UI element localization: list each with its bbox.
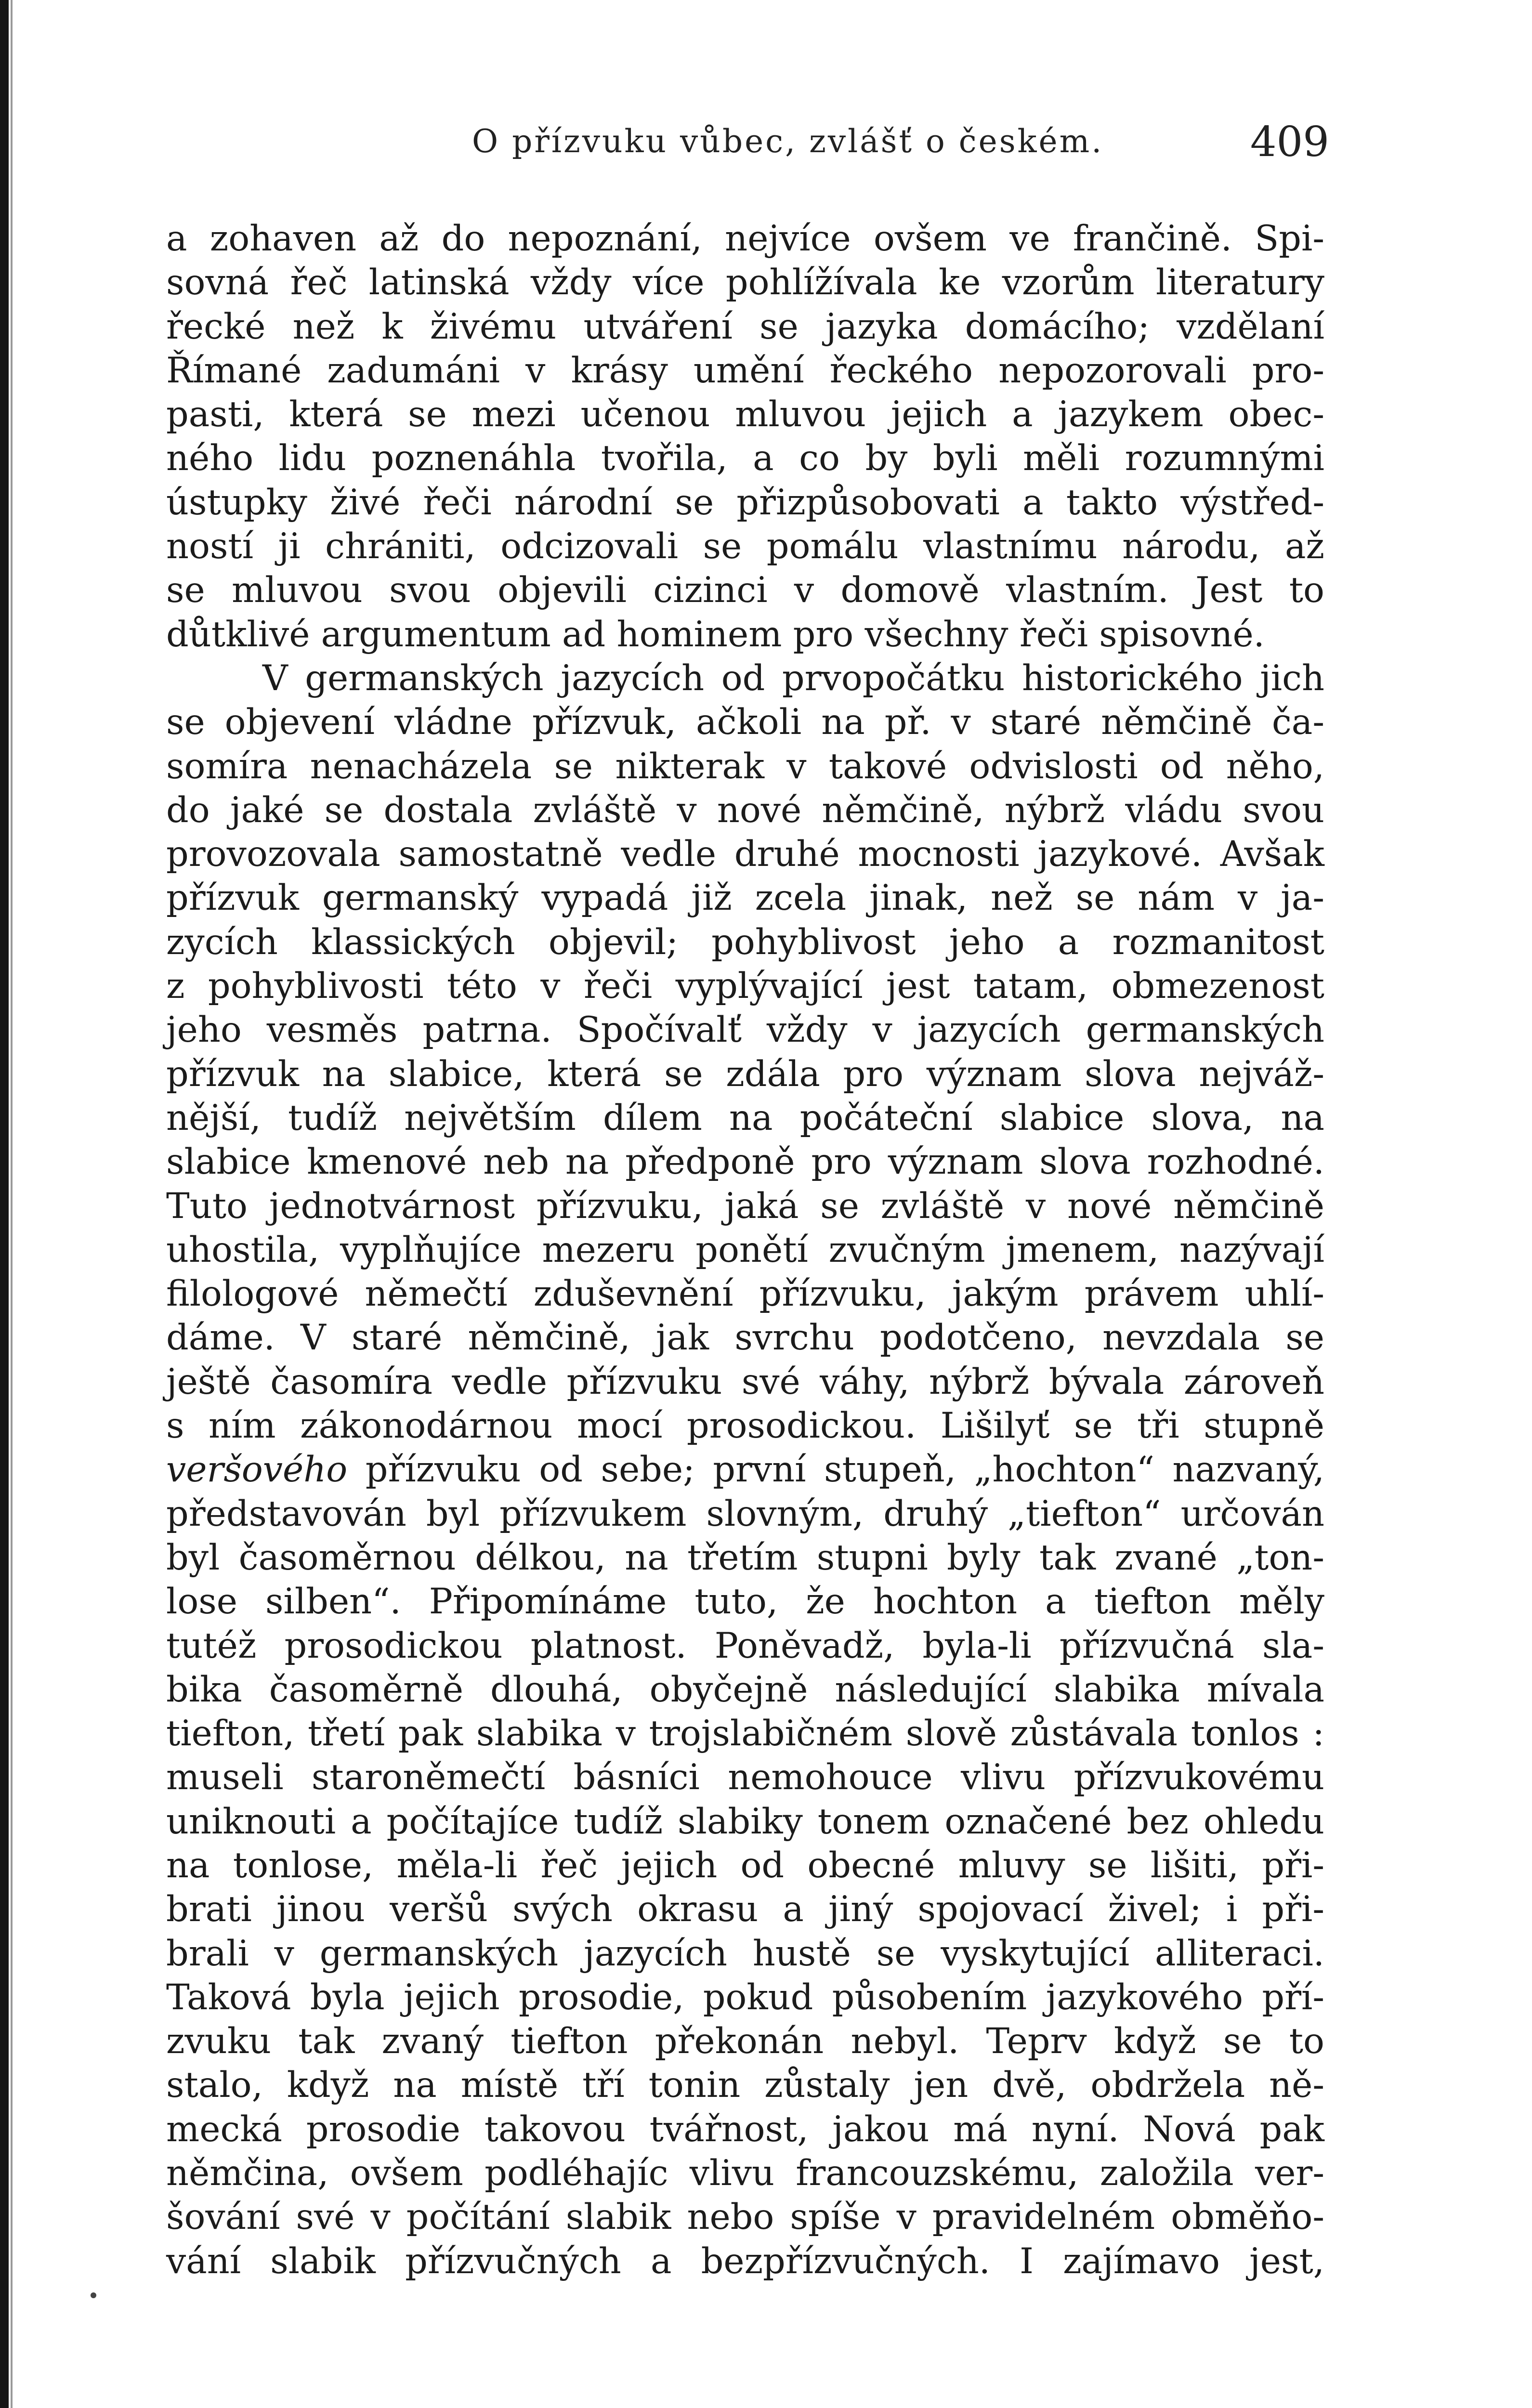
text-line-47: vání slabik přízvučných a bezpřízvučných. I zajímavo jest, — [166, 2240, 1324, 2282]
text-line-22: slabice kmenové neb na předponě pro význam slova rozhodné. — [166, 1141, 1324, 1183]
text-line-4: Římané zadumáni v krásy umění řeckého nepozorovali pro- — [166, 350, 1324, 391]
text-line-27: ještě časomíra vedle přízvuku své váhy, nýbrž bývala zároveň — [166, 1361, 1324, 1402]
text-line-35: tiefton, třetí pak slabika v trojslabičném slově zůstávala tonlos : — [166, 1713, 1324, 1754]
text-line-39: brati jinou veršů svých okrasu a jiný spojovací živel; i při- — [166, 1889, 1324, 1930]
text-line-17: zycích klassických objevil; pohyblivost jeho a rozmanitost — [166, 921, 1324, 963]
text-line-31: byl časoměrnou délkou, na třetím stupni byly tak zvané „ton- — [166, 1537, 1324, 1578]
text-line-26: dáme. V staré němčině, jak svrchu podotčeno, nevzdala se — [166, 1317, 1324, 1359]
text-line-33: tutéž prosodickou platnost. Poněvadž, byla-li přízvučná sla- — [166, 1625, 1324, 1666]
margin-dot — [91, 2292, 96, 2298]
text-line-20: přízvuk na slabice, která se zdála pro význam slova nejváž- — [166, 1053, 1324, 1095]
text-line-29: veršového přízvuku od sebe; první stupeň, „hochton“ nazvaný, — [166, 1449, 1324, 1491]
text-line-7: ústupky živé řeči národní se přizpůsobovati a takto výstřed- — [166, 482, 1324, 523]
text-line-34: bika časoměrně dlouhá, obyčejně následující slabika mívala — [166, 1669, 1324, 1710]
text-line-37: uniknouti a počítajíce tudíž slabiky tonem označené bez ohledu — [166, 1801, 1324, 1842]
page-number: 409 — [1250, 118, 1329, 166]
text-line-42: zvuku tak zvaný tiefton překonán nebyl. Teprv když se to — [166, 2021, 1324, 2062]
text-line-44: mecká prosodie takovou tvářnost, jakou má nyní. Nová pak — [166, 2108, 1324, 2150]
text-line-36: museli staroněmečtí básníci nemohouce vlivu přízvukovému — [166, 1757, 1324, 1798]
text-line-46: šování své v počítání slabik nebo spíše v pravidelném obměňo- — [166, 2197, 1324, 2238]
page-header — [164, 104, 1329, 190]
text-line-12: se objevení vládne přízvuk, ačkoli na př. v staré němčině ča- — [166, 702, 1324, 743]
text-line-38: na tonlose, měla-li řeč jejich od obecné mluvy se lišiti, při- — [166, 1845, 1324, 1886]
text-line-23: Tuto jednotvárnost přízvuku, jaká se zvláště v nové němčině — [166, 1185, 1324, 1227]
text-line-13: somíra nenacházela se nikterak v takové odvislosti od něho, — [166, 746, 1324, 787]
text-line-18: z pohyblivosti této v řeči vyplývající jest tatam, obmezenost — [166, 966, 1324, 1007]
text-line-16: přízvuk germanský vypadá již zcela jinak, než se nám v ja- — [166, 877, 1324, 919]
body-text — [166, 217, 1324, 2283]
running-title: O přízvuku vůbec, zvlášť o českém. — [472, 123, 1104, 160]
text-line-1: a zohaven až do nepoznání, nejvíce ovšem ve frančině. Spi- — [166, 218, 1324, 259]
text-line-40: brali v germanských jazycích hustě se vyskytující alliteraci. — [166, 1933, 1324, 1974]
text-line-25: filologové němečtí zduševnění přízvuku, jakým právem uhlí- — [166, 1273, 1324, 1315]
text-line-8: ností ji chrániti, odcizovali se pomálu vlastnímu národu, až — [166, 526, 1324, 567]
text-line-6: ného lidu poznenáhla tvořila, a co by byli měli rozumnými — [166, 438, 1324, 479]
text-line-32: lose silben“. Připomínáme tuto, že hochton a tiefton měly — [166, 1581, 1324, 1623]
text-line-2: sovná řeč latinská vždy více pohlížívala ke vzorům literatury — [166, 262, 1324, 303]
text-line-9: se mluvou svou objevili cizinci v domově vlastním. Jest to — [166, 570, 1324, 611]
text-line-11: V germanských jazycích od prvopočátku historického jich — [262, 657, 1324, 699]
text-line-28: s ním zákonodárnou mocí prosodickou. Lišilyť se tři stupně — [166, 1405, 1324, 1447]
text-line-3: řecké než k živému utváření se jazyka domácího; vzdělaní — [166, 306, 1324, 347]
text-line-19: jeho vesměs patrna. Spočívalť vždy v jazycích germanských — [166, 1009, 1324, 1051]
text-line-10: důtklivé argumentum ad hominem pro všechny řeči spisovné. — [166, 614, 1265, 655]
text-line-45: němčina, ovšem podléhajíc vlivu francouzskému, založila ver- — [166, 2153, 1324, 2194]
text-line-43: stalo, když na místě tří tonin zůstaly jen dvě, obdržela ně- — [166, 2065, 1324, 2106]
page-edge-shadow — [11, 0, 13, 2408]
text-line-41: Taková byla jejich prosodie, pokud působením jazykového pří- — [166, 1976, 1324, 2018]
text-line-21: nější, tudíž největším dílem na počáteční slabice slova, na — [166, 1097, 1324, 1139]
italic-emphasis: veršového — [166, 1449, 348, 1491]
page-edge-dark — [0, 0, 9, 2408]
text-line-15: provozovala samostatně vedle druhé mocnosti jazykové. Avšak — [166, 834, 1324, 875]
text-line-30: představován byl přízvukem slovným, druhý „tiefton“ určován — [166, 1493, 1324, 1534]
text-line-5: pasti, která se mezi učenou mluvou jejich a jazykem obec- — [166, 394, 1324, 435]
text-line-24: uhostila, vyplňujíce mezeru ponětí zvučným jmenem, nazývají — [166, 1229, 1324, 1270]
text-line-14: do jaké se dostala zvláště v nové němčině, nýbrž vládu svou — [166, 789, 1324, 831]
